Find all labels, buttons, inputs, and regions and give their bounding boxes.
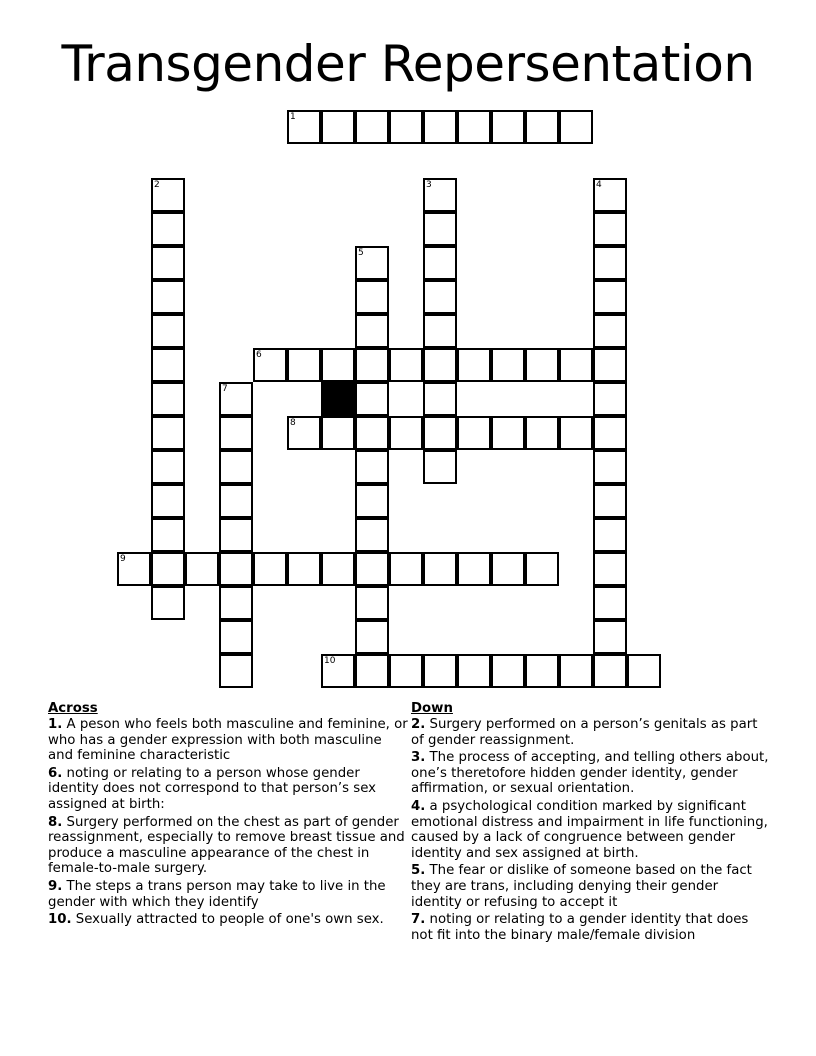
grid-cell[interactable] (355, 382, 389, 416)
clue-down-3 (411, 750, 771, 797)
grid-cell[interactable] (593, 586, 627, 620)
clue-text: The steps a trans person may take to live in the gender with which they identify (48, 878, 386, 910)
grid-cell[interactable] (525, 110, 559, 144)
grid-cell[interactable] (593, 484, 627, 518)
puzzle-title: Transgender Repersentation (61, 35, 755, 93)
grid-cell[interactable] (219, 654, 253, 688)
grid-cell[interactable] (423, 654, 457, 688)
grid-cell[interactable] (151, 212, 185, 246)
clue-number: 8. (48, 814, 63, 830)
clue-down-7 (411, 912, 771, 943)
grid-cell[interactable] (593, 212, 627, 246)
grid-cell[interactable] (151, 552, 185, 586)
grid-cell[interactable] (389, 348, 423, 382)
grid-cell[interactable] (355, 246, 389, 280)
grid-cell[interactable] (593, 654, 627, 688)
grid-cell[interactable] (151, 382, 185, 416)
down-clues (411, 700, 771, 945)
clue-text: a psychological condition marked by significant emotional distress and impairment in life functioning, caused by a lack of congruence between gender identity and sex assigned at birth. (411, 798, 768, 861)
grid-cell[interactable] (151, 280, 185, 314)
grid-cell[interactable] (423, 416, 457, 450)
grid-cell[interactable] (389, 654, 423, 688)
grid-cell[interactable] (355, 552, 389, 586)
grid-cell[interactable] (423, 348, 457, 382)
grid-cell[interactable] (593, 246, 627, 280)
grid-cell[interactable] (151, 586, 185, 620)
grid-cell[interactable] (355, 586, 389, 620)
grid-cell[interactable] (423, 450, 457, 484)
grid-cell[interactable] (593, 314, 627, 348)
grid-cell[interactable] (355, 416, 389, 450)
grid-cell[interactable] (151, 450, 185, 484)
grid-cell[interactable] (219, 450, 253, 484)
grid-cell[interactable] (355, 484, 389, 518)
cell-number: 9 (120, 554, 126, 564)
grid-cell[interactable] (151, 484, 185, 518)
grid-cell[interactable] (457, 552, 491, 586)
grid-cell[interactable] (627, 654, 661, 688)
cell-number: 3 (426, 180, 432, 190)
grid-cell[interactable] (321, 654, 355, 688)
grid-cell[interactable] (355, 314, 389, 348)
grid-cell[interactable] (151, 518, 185, 552)
grid-cell[interactable] (321, 110, 355, 144)
grid-cell[interactable] (253, 552, 287, 586)
grid-cell[interactable] (559, 110, 593, 144)
grid-cell[interactable] (219, 552, 253, 586)
grid-cell[interactable] (219, 620, 253, 654)
across-clues (48, 700, 410, 930)
grid-cell[interactable] (423, 212, 457, 246)
grid-cell[interactable] (253, 348, 287, 382)
grid-cell[interactable] (491, 416, 525, 450)
cell-number: 4 (596, 180, 602, 190)
cell-number: 5 (358, 248, 364, 258)
grid-cell[interactable] (423, 246, 457, 280)
grid-cell[interactable] (525, 416, 559, 450)
clue-down-4 (411, 799, 771, 861)
grid-cell[interactable] (593, 620, 627, 654)
grid-cell[interactable] (593, 178, 627, 212)
grid-cell[interactable] (593, 518, 627, 552)
clue-number: 1. (48, 717, 63, 732)
grid-cell[interactable] (423, 552, 457, 586)
grid-cell[interactable] (355, 620, 389, 654)
grid-cell[interactable] (355, 348, 389, 382)
grid-cell[interactable] (593, 280, 627, 314)
grid-cell[interactable] (287, 552, 321, 586)
clue-number: 5. (411, 863, 426, 879)
clue-down-2 (411, 717, 771, 748)
grid-cell[interactable] (355, 110, 389, 144)
grid-cell[interactable] (423, 178, 457, 212)
grid-cell[interactable] (219, 484, 253, 518)
grid-cell[interactable] (321, 552, 355, 586)
grid-cell[interactable] (389, 110, 423, 144)
grid-cell[interactable] (593, 552, 627, 586)
cell-number: 1 (290, 112, 296, 122)
clue-text: noting or relating to a gender identity that does not fit into the binary male/female division (411, 912, 749, 943)
clue-text: Surgery performed on a person’s genitals as part of gender reassignment. (411, 717, 758, 748)
clue-across-8 (48, 815, 410, 877)
cell-number: 6 (256, 350, 262, 360)
cell-number: 8 (290, 418, 296, 428)
clue-across-10 (48, 912, 410, 928)
grid-cell[interactable] (219, 416, 253, 450)
grid-cell[interactable] (593, 382, 627, 416)
grid-cell[interactable] (287, 110, 321, 144)
clue-number: 3. (411, 750, 426, 766)
clue-text: The fear or dislike of someone based on the fact they are trans, including denying their gender identity or refusing to accept it (411, 863, 752, 910)
clue-across-9 (48, 879, 410, 910)
down-heading: Down (411, 701, 453, 716)
grid-cell[interactable] (593, 416, 627, 450)
grid-cell[interactable] (423, 314, 457, 348)
cell-number: 10 (324, 656, 336, 666)
clue-across-6 (48, 766, 410, 813)
grid-cell[interactable] (151, 246, 185, 280)
grid-cell[interactable] (457, 416, 491, 450)
grid-cell[interactable] (151, 348, 185, 382)
grid-cell[interactable] (287, 348, 321, 382)
grid-cell[interactable] (219, 382, 253, 416)
grid-cell[interactable] (559, 348, 593, 382)
clue-text: Surgery performed on the chest as part of gender reassignment, especially to remove breast tissue and produce a masculine appearance of the chest in female-to-male surgery. (48, 814, 405, 877)
grid-cell[interactable] (355, 654, 389, 688)
grid-cell[interactable] (457, 348, 491, 382)
grid-cell[interactable] (593, 450, 627, 484)
clue-number: 9. (48, 878, 63, 894)
grid-cell[interactable] (559, 654, 593, 688)
grid-cell[interactable] (355, 280, 389, 314)
clue-number: 7. (411, 912, 426, 928)
grid-cell[interactable] (389, 552, 423, 586)
clue-across-1 (48, 717, 410, 764)
grid-cell[interactable] (593, 348, 627, 382)
clue-text: The process of accepting, and telling others about, one’s theretofore hidden gender identity, gender affirmation, or sexual orientation. (411, 750, 769, 797)
clue-down-5 (411, 863, 771, 910)
grid-cell[interactable] (525, 654, 559, 688)
clue-text: noting or relating to a person whose gender identity does not correspond to that person’s sex assigned at birth: (48, 765, 377, 812)
grid-cell[interactable] (423, 382, 457, 416)
cell-number: 2 (154, 180, 160, 190)
grid-cell[interactable] (491, 348, 525, 382)
blocked-cell (321, 382, 355, 416)
grid-cell[interactable] (423, 110, 457, 144)
clue-number: 6. (48, 765, 63, 781)
grid-cell[interactable] (151, 314, 185, 348)
grid-cell[interactable] (423, 280, 457, 314)
grid-cell[interactable] (491, 654, 525, 688)
grid-cell[interactable] (491, 110, 525, 144)
grid-cell[interactable] (151, 178, 185, 212)
grid-cell[interactable] (355, 450, 389, 484)
grid-cell[interactable] (457, 654, 491, 688)
grid-cell[interactable] (219, 518, 253, 552)
grid-cell[interactable] (321, 416, 355, 450)
clue-text: Sexually attracted to people of one's own sex. (75, 912, 384, 928)
clue-text: A peson who feels both masculine and feminine, or who has a gender expression with both masculine and feminine characteristic (48, 717, 408, 764)
clue-number: 2. (411, 717, 426, 732)
grid-cell[interactable] (559, 416, 593, 450)
grid-cell[interactable] (321, 348, 355, 382)
clue-number: 10. (48, 912, 72, 928)
grid-cell[interactable] (491, 552, 525, 586)
grid-cell[interactable] (151, 416, 185, 450)
cell-number: 7 (222, 384, 228, 394)
clue-number: 4. (411, 798, 426, 814)
grid-cell[interactable] (185, 552, 219, 586)
grid-cell[interactable] (525, 348, 559, 382)
grid-cell[interactable] (525, 552, 559, 586)
grid-cell[interactable] (457, 110, 491, 144)
grid-cell[interactable] (355, 518, 389, 552)
grid-cell[interactable] (219, 586, 253, 620)
grid-cell[interactable] (389, 416, 423, 450)
grid-cell[interactable] (117, 552, 151, 586)
grid-cell[interactable] (287, 416, 321, 450)
across-heading: Across (48, 701, 98, 716)
